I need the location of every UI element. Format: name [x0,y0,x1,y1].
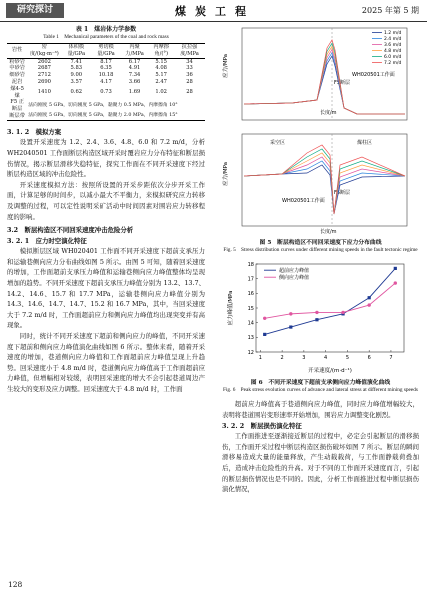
table-cell: 5.15 [155,58,167,65]
y-axis-label: 应力/MPa [223,53,229,78]
figure-5-caption-en: Fig. 5 Stress distribution curves under different mining speeds in the fault tectonic regime [223,247,418,254]
paragraph: 开采速度模拟方法：按照所设置的开采步距依次分步开采工作面，计算足够的时间步，以减小最大不平衡力，来模拟研究应力转移及调整的过程，可以定性说明采矿活动中时间因素对围岩应力转移程度的影响。 [7,180,205,221]
paragraph: 同时，统计不同开采速度下超前和侧向应力的峰值，不同开采速度下超前和侧向应力峰值演化曲线如图 6 所示。整体来看，随着开采速度的增加，巷道侧向应力峰值和工作面超前应力峰值呈现上升趋势。回采速度小于 4.8 m/d 时，巷道侧向应力峰值高于工作面超前应力峰值，但增幅相对较缓，表明回采速度的增大不会引起巷道周边产生较大的变形及应力调整。回采速度大于 4.8 m/d 时，工作面 [7,332,205,394]
x-tick-label: 5 [345,355,350,362]
table-header: 岩性 [11,47,23,54]
series-line [244,161,405,214]
y-axis-label: 应力/MPa [223,161,229,186]
section-tag: 研究探讨 [6,3,64,18]
y-tick-label: 16 [247,291,254,298]
y-tick-label: 17 [247,276,254,283]
x-tick-label: 7 [389,355,393,362]
table-cell: 28 [186,78,193,85]
table-cell: 2602 [37,58,51,65]
bottom-label-len: 长度/m [320,229,337,235]
table-cell: 法向刚度 5 GPa，切向刚度 5 GPa，黏聚力 0.5 MPa，内摩擦角 10° [28,102,178,108]
table-cell: 7.41 [70,58,83,65]
series-line [265,283,396,318]
page-header [0,0,427,22]
bottom-label-fault: F5断层 [334,190,351,196]
x-tick-label: 3 [302,355,306,362]
table-cell: 断层带 [9,112,25,119]
figure-5 [222,26,419,254]
figure-5-caption: 图 5 断层构造区不同回采速度下应力分布曲线 [259,239,382,246]
table-cell: 3.57 [70,78,83,85]
data-point [289,326,292,329]
table-cell: 2.47 [155,78,167,85]
data-point [367,304,370,307]
table-cell: 粉砂岩 [9,58,25,65]
y-tick-label: 14 [247,320,254,327]
issue-label: 2025 年第 5 期 [361,6,419,15]
section-heading: 3. 2. 2 断层损伤演化特征 [222,421,302,430]
table-cell: 36 [186,72,193,79]
table-cell: 泥岩 [11,78,23,85]
table-cell: 0.62 [70,89,83,96]
figure-6-caption-en: Fig. 6 Peak stress evolution curves of advance and lateral stress at different mining speeds [223,387,418,394]
table-cell: 4.17 [100,78,112,85]
table-cell: 3.66 [128,78,141,85]
peak-stress-chart [222,258,419,376]
figure-6 [222,258,419,394]
y-tick-label: 13 [247,335,254,342]
page-number: 128 [8,580,23,589]
table-cell: 细砂岩 [9,72,25,79]
x-tick-label: 2 [280,355,284,362]
data-point [315,318,318,321]
table-cell: 4.08 [155,65,167,72]
bottom-label-gob: 采空区 [270,140,286,146]
table1-caption-en: Table 1 Mechanical parameters of the coal and rock mass [43,34,169,40]
legend-label: 6.0 m/d [384,55,402,60]
left-column [7,26,205,395]
paragraph: 超前应力峰值高于巷道侧向应力峰值，同时应力峰值增幅较大，表明将巷道围岩变形速率开始增加，围岩应力调整变化剧烈。 [222,400,419,419]
data-point [341,311,344,314]
figure-6-caption: 图 6 不同开采速度下超前支承侧向应力峰值演化曲线 [250,379,391,386]
section-heading: 3.2 断层构造区不同回采速度冲击危险分析 [7,226,134,235]
table-cell: F5 正断层 [10,99,24,113]
data-point [394,282,397,285]
legend-label: 2.4 m/d [384,37,402,42]
table-header: 密度/(kg·m⁻³) [29,44,59,57]
table-cell: 法向刚度 5 GPa，切向刚度 5 GPa，黏聚力 2.0 MPa，内摩擦角 15° [28,112,178,118]
data-point [394,267,397,270]
table-cell: 10.18 [98,72,114,79]
table-row [7,72,205,79]
legend-label: 7.2 m/d [384,61,402,66]
data-point [263,317,266,320]
table-cell: 煤4-5煤 [10,85,24,99]
table-row [7,99,205,113]
table-row [7,113,205,120]
y-tick-label: 12 [247,349,254,356]
top-label-fault: F5断层 [334,80,351,86]
data-point [289,312,292,315]
table-row [7,86,205,100]
bottom-label-face: WH020501工作面 [282,198,325,204]
table-cell: 5.17 [155,72,167,79]
x-tick-label: 4 [324,355,328,362]
table-header: 抗拉强度/MPa [180,44,199,57]
table-header: 内聚力/MPa [125,44,144,57]
table-header: 剪切模量/GPa [97,44,115,57]
table-header-row [7,44,205,59]
table-cell: 9.00 [70,72,83,79]
table-row [7,79,205,86]
table-cell: 1410 [37,89,51,96]
journal-title: 煤炭工程 [175,5,255,18]
x-axis-label: 开采速度/(m·d⁻¹) [308,368,352,375]
right-column [222,26,419,495]
top-label-len: 长度/m [320,110,337,116]
x-tick-label: 6 [367,355,371,362]
data-point [263,333,266,336]
section-heading: 3. 2. 1 应力时空演化特征 [7,236,87,245]
table-cell: 28 [186,89,193,96]
paragraph: 设置开采速度为 1.2、2.4、3.6、4.8、6.0 和 7.2 m/d，分析 WH2040501 工作面断层构造区域开采时覆岩应力分布特征和断层损伤情况，揭示断层滑移失稳特征，探究工作面在不同开采速度下经过断层构造区域的冲击危险性。 [7,138,205,179]
table-cell: 1.02 [155,89,167,96]
table-cell: 中砂岩 [9,65,25,72]
y-tick-label: 18 [247,261,254,268]
table-header: 体积模量/GPa [67,44,86,57]
series-line [244,153,405,214]
x-tick-label: 1 [258,355,262,362]
table-cell: 2712 [37,72,51,79]
table-cell: 33 [186,65,193,72]
table-header: 内摩擦角/(°) [153,44,169,57]
legend-label: 超前应力峰值 [279,268,310,275]
table-cell: 5.83 [70,65,83,72]
table-cell: 2690 [37,78,51,85]
table-cell: 2687 [37,65,51,72]
legend-label: 4.8 m/d [384,49,402,54]
table-row [7,58,205,65]
table-cell: 4.91 [128,65,141,72]
table-cell: 34 [186,58,193,65]
table-cell: 8.17 [100,58,112,65]
data-point [368,296,371,299]
table-row [7,65,205,72]
table-cell: 1.69 [128,89,141,96]
table1-caption: 表 1 煤岩体力学参数 [75,26,137,33]
table-cell: 0.73 [100,89,112,96]
legend-label: 1.2 m/d [384,31,402,36]
top-label-face: WH020501工作面 [352,72,395,78]
stress-distribution-chart [222,26,419,236]
table-cell: 6.17 [128,58,141,65]
legend-label: 侧向应力峰值 [279,275,310,282]
paragraph: 模拟断层区域 WH020401 工作面不同开采速度下超前支承压力和运输巷侧向应力分布曲线如图 5 所示。由图 5 可知，随着回采速度的增加，工作面超前支承压力峰值和运输巷侧向应力峰值整体均呈现增加的趋势。不同开采速度下超前支承压力峰值分别为 13.2、13.7、14.2、14.6、15.7 和 17.7 MPa，运输巷侧向应力峰值分别为 14.3、14.6、14.7、14.7、15.2 和 16.7 MPa，其中，当回采速度大于 7.2 m/d 时，工作面超前应力和侧向应力峰值均出现突变并有高现象。 [7,247,205,330]
section-heading: 3. 1. 2 模拟方案 [7,127,62,136]
bottom-label-pillar: 煤柱区 [357,140,373,146]
paragraph: 工作面推进至逐渐接近断层的过程中，必定会引起断层的滑移损伤，工作面开采过程中断层构造区损伤破坏如图 7 所示。断层的瞬间滑移易造成大量的能量释放，产生动载载荷，与工作面静载荷叠加后，造成冲击危险性的升高。对于不同的工作面开采速度而言，引起的断层损伤情况也是不同的。因此，分析工作面推进过程中断层损伤演化情况， [222,432,419,494]
data-point [315,311,318,314]
series-line [244,149,405,214]
legend-label: 3.6 m/d [384,43,402,48]
table-cell: 6.35 [100,65,112,72]
y-tick-label: 15 [247,305,254,312]
y-axis-label: 应力峰值/MPa [228,290,234,326]
table-cell: 7.34 [128,72,141,79]
mechanical-parameters-table [7,43,205,121]
